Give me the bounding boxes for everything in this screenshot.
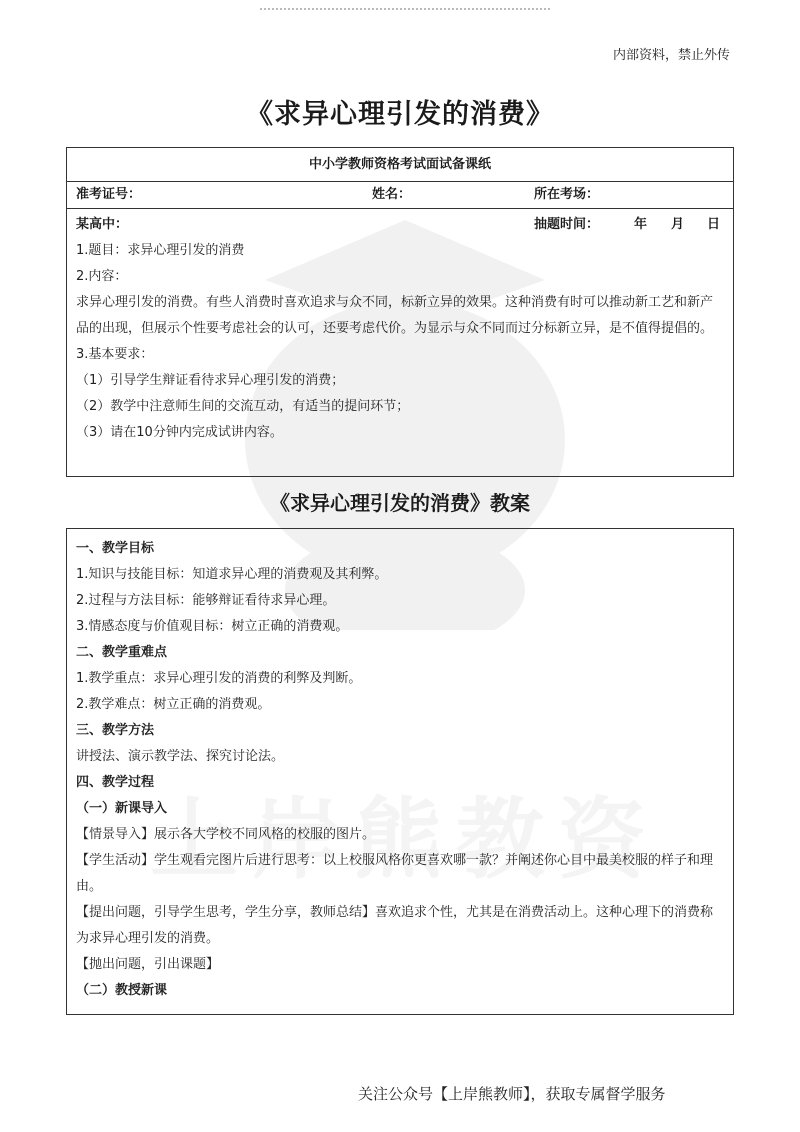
intro-paragraph: 【提出问题，引导学生思考，学生分享，教师总结】喜欢追求个性，尤其是在消费活动上。这种心理下的消费称为求异心理引发的消费。 xyxy=(76,905,714,946)
section-heading: 二、教学重难点 xyxy=(76,645,168,660)
topic: 1.题目：求异心理引发的消费 xyxy=(76,243,245,258)
exam-prep-form xyxy=(66,147,734,477)
section-heading: 三、教学方法 xyxy=(76,723,155,738)
name-label: 姓名： xyxy=(372,187,412,202)
subsection-heading: （一）新课导入 xyxy=(76,801,168,816)
section-heading: 一、教学目标 xyxy=(76,541,155,556)
requirement-item: （3）请在10分钟内完成试讲内容。 xyxy=(76,425,283,440)
year-label: 年 xyxy=(634,217,648,232)
form-caption: 中小学教师资格考试面试备课纸 xyxy=(67,148,733,182)
requirement-item: （1）引导学生辩证看待求异心理引发的消费； xyxy=(76,373,345,388)
footer-promo: 关注公众号【上岸熊教师】，获取专属督学服务 xyxy=(358,1085,666,1103)
top-edge-mark xyxy=(260,8,550,16)
lesson-plan-title: 《求异心理引发的消费》教案 xyxy=(270,491,530,515)
venue-label: 所在考场： xyxy=(534,187,600,202)
day-label: 日 xyxy=(707,217,721,232)
school-row xyxy=(67,212,733,238)
subsection-heading: （二）教授新课 xyxy=(76,983,168,998)
requirements-label: 3.基本要求： xyxy=(76,347,154,362)
intro-paragraph: 【情景导入】展示各大学校不同风格的校服的图片。 xyxy=(76,827,376,842)
exam-number-label: 准考证号： xyxy=(76,187,142,202)
draw-time-label: 抽题时间： xyxy=(534,217,600,232)
intro-paragraph: 【学生活动】学生观看完图片后进行思考：以上校服风格你更喜欢哪一款？并阐述你心目中最美校服的样子和理由。 xyxy=(76,853,714,894)
goal-item: 1.知识与技能目标：知道求异心理的消费观及其利弊。 xyxy=(76,567,388,582)
confidential-note: 内部资料，禁止外传 xyxy=(612,48,730,63)
page-title: 《求异心理引发的消费》 xyxy=(246,99,554,130)
goal-item: 3.情感态度与价值观目标：树立正确的消费观。 xyxy=(76,619,349,634)
content-label: 2.内容： xyxy=(76,269,128,284)
candidate-info-row xyxy=(67,182,733,209)
content-text: 求异心理引发的消费。有些人消费时喜欢追求与众不同，标新立异的效果。这种消费有时可以推动新工艺和新产品的出现，但展示个性要考虑社会的认可，还要考虑代价。为显示与众不同而过分标新立异，是不值得提倡的。 xyxy=(76,295,714,336)
section-heading: 四、教学过程 xyxy=(76,775,155,790)
school-label: 某高中： xyxy=(76,217,129,232)
month-label: 月 xyxy=(671,217,685,232)
lesson-plan xyxy=(66,528,734,1015)
goal-item: 2.过程与方法目标：能够辩证看待求异心理。 xyxy=(76,593,336,608)
intro-paragraph: 【抛出问题，引出课题】 xyxy=(76,957,220,972)
methods-text: 讲授法、演示教学法、探究讨论法。 xyxy=(76,749,285,764)
key-point-item: 2.教学难点：树立正确的消费观。 xyxy=(76,697,271,712)
requirement-item: （2）教学中注意师生间的交流互动，有适当的提问环节； xyxy=(76,399,410,414)
key-point-item: 1.教学重点：求异心理引发的消费的利弊及判断。 xyxy=(76,671,362,686)
